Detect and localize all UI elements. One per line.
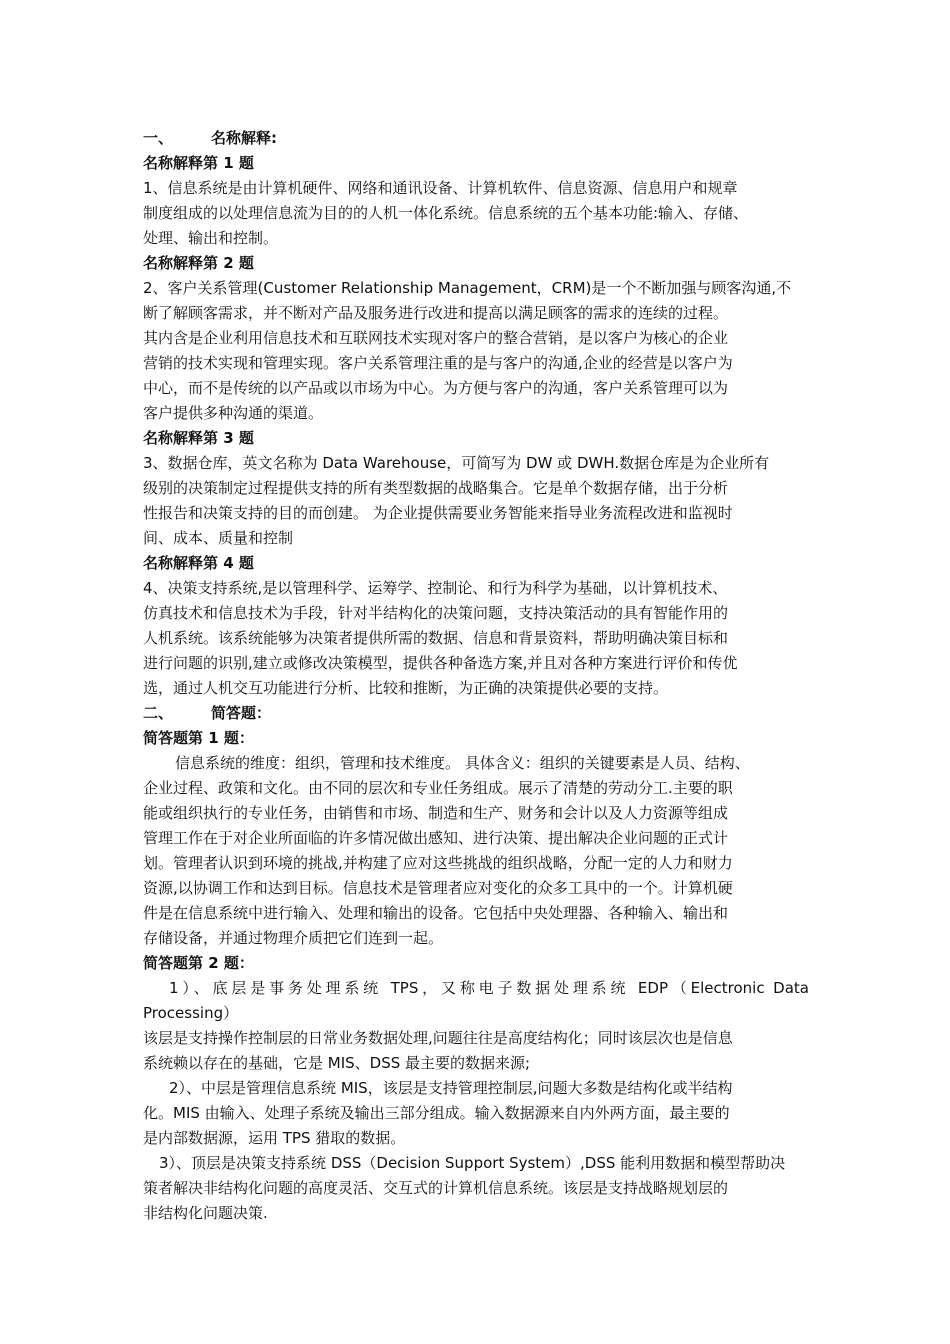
question-heading: 简答题第 1 题： <box>143 729 254 747</box>
paragraph-line: 是内部数据源，运用 TPS 猎取的数据。 <box>143 1129 406 1147</box>
paragraph-line: 非结构化问题决策. <box>143 1204 268 1222</box>
paragraph-line: 管理工作在于对企业所面临的许多情况做出感知、进行决策、提出解决企业问题的正式计 <box>143 829 729 847</box>
paragraph-line: 3）、顶层是决策支持系统 DSS（Decision Support System）,DSS 能利用数据和模型帮助决 <box>159 1154 786 1172</box>
paragraph-line: 1）、底层是事务处理系统 TPS，又称电子数据处理系统 EDP（Electronic Data <box>169 979 809 997</box>
section-number: 二、 <box>143 704 174 722</box>
section-heading-2 <box>143 701 809 726</box>
paragraph-line: 系统赖以存在的基础，它是 MIS、DSS 最主要的数据来源; <box>143 1054 531 1072</box>
question-heading: 简答题第 2 题： <box>143 954 254 972</box>
paragraph-line: 处理、输出和控制。 <box>143 229 279 247</box>
question-heading: 名称解释第 4 题 <box>143 554 254 572</box>
paragraph-line: 资源,以协调工作和达到目标。信息技术是管理者应对变化的众多工具中的一个。计算机硬 <box>143 879 733 897</box>
paragraph-line: 存储设备，并通过物理介质把它们连到一起。 <box>143 929 444 947</box>
paragraph-line: 划。管理者认识到环境的挑战,并构建了应对这些挑战的组织战略，分配一定的人力和财力 <box>143 854 733 872</box>
paragraph-line: 客户提供多种沟通的渠道。 <box>143 404 324 422</box>
paragraph-line: 中心，而不是传统的以产品或以市场为中心。为方便与客户的沟通，客户关系管理可以为 <box>143 379 729 397</box>
question-heading: 名称解释第 2 题 <box>143 254 254 272</box>
paragraph-line: 能或组织执行的专业任务，由销售和市场、制造和生产、财务和会计以及人力资源等组成 <box>143 804 729 822</box>
paragraph-line: 4、决策支持系统,是以管理科学、运筹学、控制论、和行为科学为基础，以计算机技术、 <box>143 579 728 597</box>
paragraph-line: 企业过程、政策和文化。由不同的层次和专业任务组成。展示了清楚的劳动分工.主要的职 <box>143 779 733 797</box>
paragraph-line: 信息系统的维度：组织，管理和技术维度。 具体含义：组织的关键要素是人员、结构、 <box>175 754 750 772</box>
section-title: 简答题： <box>211 704 272 722</box>
paragraph-line: 级别的决策制定过程提供支持的所有类型数据的战略集合。它是单个数据存储，出于分析 <box>143 479 729 497</box>
paragraph-line: 2）、中层是管理信息系统 MIS，该层是支持管理控制层,问题大多数是结构化或半结构 <box>169 1079 733 1097</box>
paragraph-line: 化。MIS 由输入、处理子系统及输出三部分组成。输入数据源来自内外两方面，最主要的 <box>143 1104 730 1122</box>
paragraph-line: 人机系统。该系统能够为决策者提供所需的数据、信息和背景资料，帮助明确决策目标和 <box>143 629 729 647</box>
paragraph-line: 3、数据仓库，英文名称为 Data Warehouse，可简写为 DW 或 DWH.数据仓库是为企业所有 <box>143 454 770 472</box>
paragraph-line: 制度组成的以处理信息流为目的的人机一体化系统。信息系统的五个基本功能:输入、存储、 <box>143 204 749 222</box>
paragraph-line: 该层是支持操作控制层的日常业务数据处理,问题往往是高度结构化；同时该层次也是信息 <box>143 1029 733 1047</box>
paragraph-line: 件是在信息系统中进行输入、处理和输出的设备。它包括中央处理器、各种输入、输出和 <box>143 904 729 922</box>
document-page <box>143 126 809 1226</box>
paragraph-line: Processing） <box>143 1004 239 1022</box>
paragraph-line: 1、信息系统是由计算机硬件、网络和通讯设备、计算机软件、信息资源、信息用户和规章 <box>143 179 738 197</box>
paragraph-line: 性报告和决策支持的目的而创建。 为企业提供需要业务智能来指导业务流程改进和监视时 <box>143 504 733 522</box>
paragraph-line: 其内含是企业利用信息技术和互联网技术实现对客户的整合营销，是以客户为核心的企业 <box>143 329 729 347</box>
paragraph-line: 策者解决非结构化问题的高度灵活、交互式的计算机信息系统。该层是支持战略规划层的 <box>143 1179 729 1197</box>
paragraph-line: 进行问题的识别,建立或修改决策模型，提供各种备选方案,并且对各种方案进行评价和传优 <box>143 654 738 672</box>
section-heading-1 <box>143 126 809 151</box>
section-number: 一、 <box>143 129 174 147</box>
paragraph-line: 营销的技术实现和管理实现。客户关系管理注重的是与客户的沟通,企业的经营是以客户为 <box>143 354 733 372</box>
question-heading: 名称解释第 3 题 <box>143 429 254 447</box>
paragraph-line: 断了解顾客需求，并不断对产品及服务进行改进和提高以满足顾客的需求的连续的过程。 <box>143 304 729 322</box>
paragraph-line: 选，通过人机交互功能进行分析、比较和推断，为正确的决策提供必要的支持。 <box>143 679 669 697</box>
paragraph-line: 仿真技术和信息技术为手段，针对半结构化的决策问题，支持决策活动的具有智能作用的 <box>143 604 729 622</box>
paragraph-line: 2、客户关系管理(Customer Relationship Management，CRM)是一个不断加强与顾客沟通,不 <box>143 279 792 297</box>
question-heading: 名称解释第 1 题 <box>143 154 254 172</box>
section-title: 名称解释: <box>211 129 277 147</box>
paragraph-line: 间、成本、质量和控制 <box>143 529 294 547</box>
